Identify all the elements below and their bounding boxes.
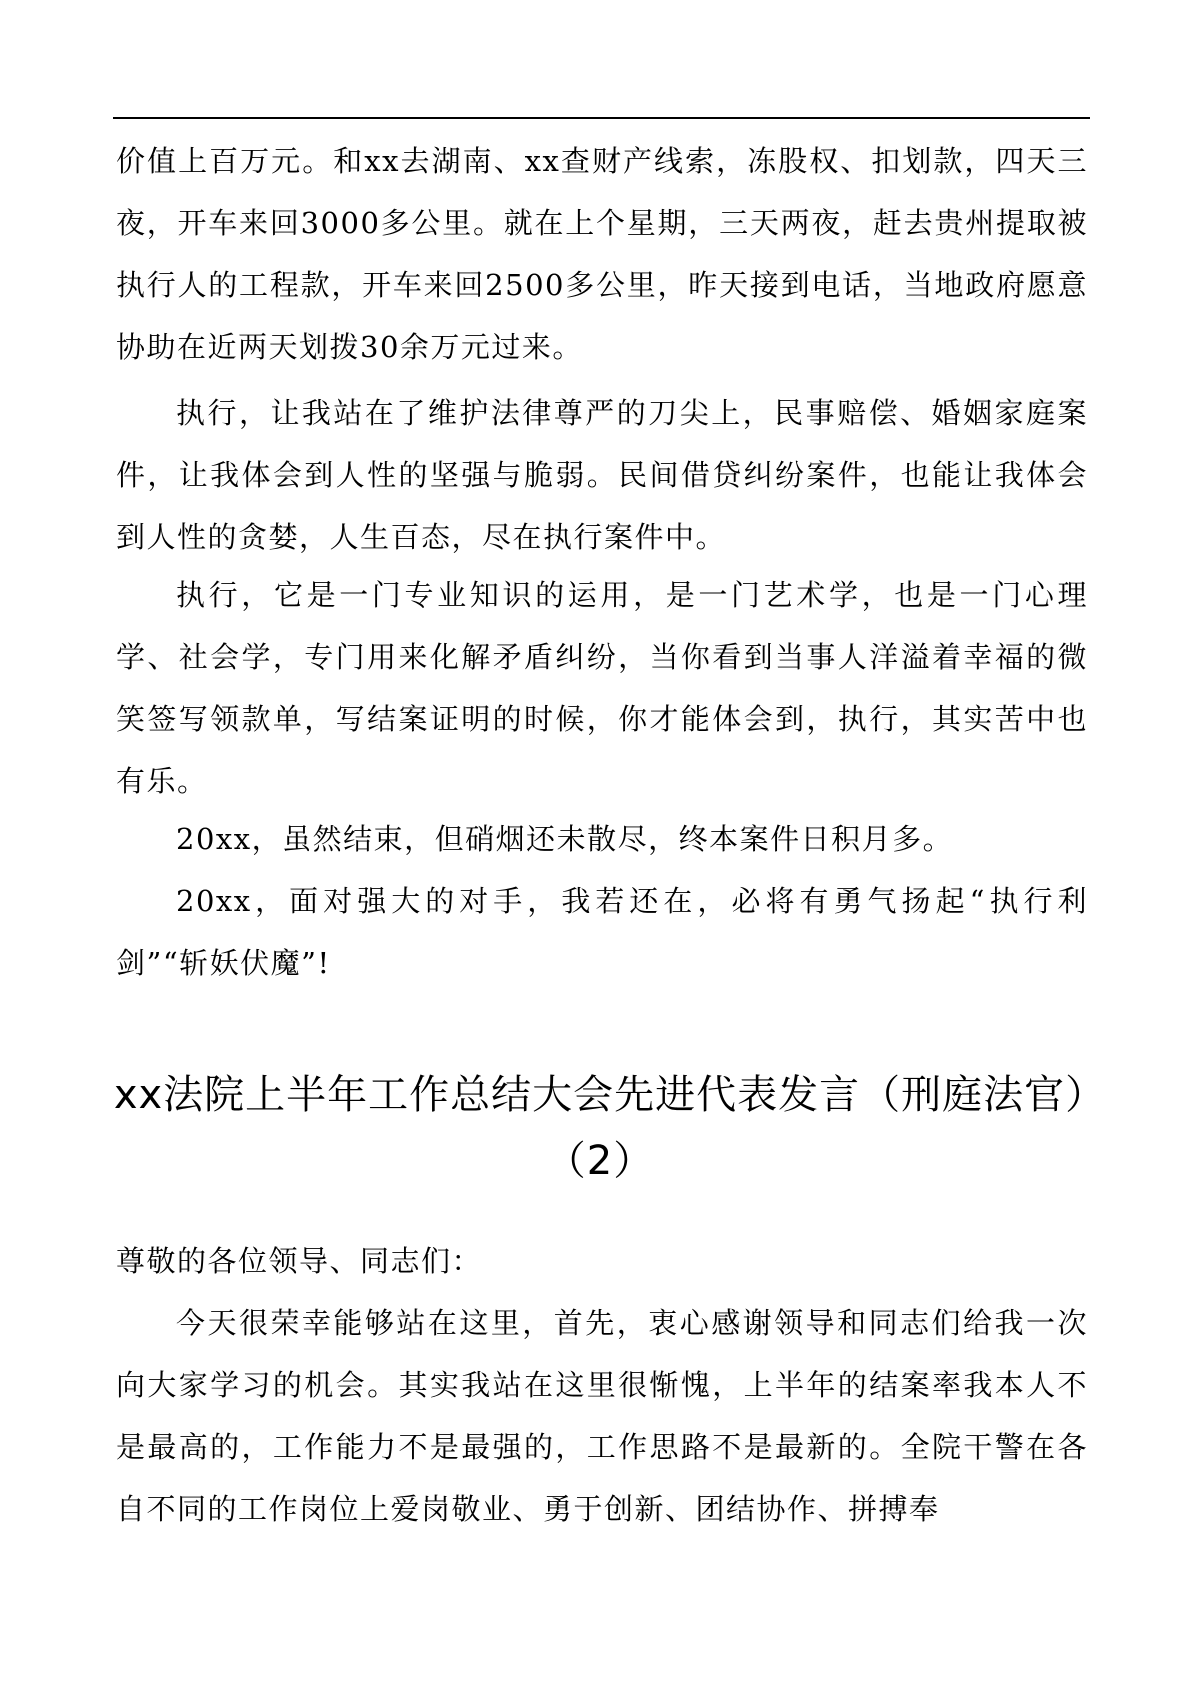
paragraph-execution-dignity: 执行，让我站在了维护法律尊严的刀尖上，民事赔偿、婚姻家庭案件，让我体会到人性的坚强与脆弱。民间借贷纠纷案件，也能让我体会到人性的贪婪，人生百态，尽在执行案件中。 — [116, 396, 1088, 554]
paragraph-year-ended: 20xx，虽然结束，但硝烟还未散尽，终本案件日积月多。 — [176, 822, 954, 856]
header-rule — [113, 117, 1090, 119]
paragraph-opening: 今天很荣幸能够站在这里，首先，衷心感谢领导和同志们给我一次向大家学习的机会。其实我站在这里很惭愧，上半年的结案率我本人不是最高的，工作能力不是最强的，工作思路不是最新的。全院干警在各自不同的工作岗位上爱岗敬业、勇于创新、团结协作、拼搏奉 — [116, 1306, 1088, 1526]
paragraph-execution-profession: 执行，它是一门专业知识的运用，是一门艺术学，也是一门心理学、社会学，专门用来化解矛盾纠纷，当你看到当事人洋溢着幸福的微笑签写领款单，写结案证明的时候，你才能体会到，执行，其实苦中也有乐。 — [116, 578, 1088, 798]
salutation: 尊敬的各位领导、同志们： — [116, 1244, 483, 1278]
paragraph-year-ahead: 20xx，面对强大的对手，我若还在，必将有勇气扬起“执行利剑”“斩妖伏魔”! — [116, 884, 1088, 980]
speech-title: xx法院上半年工作总结大会先进代表发言（刑庭法官）（2） — [113, 1072, 1087, 1184]
paragraph-continued: 价值上百万元。和xx去湖南、xx查财产线索，冻股权、扣划款，四天三夜，开车来回3000多公里。就在上个星期，三天两夜，赶去贵州提取被执行人的工程款，开车来回2500多公里，昨天接到电话，当地政府愿意协助在近两天划拨30余万元过来。 — [116, 144, 1088, 364]
